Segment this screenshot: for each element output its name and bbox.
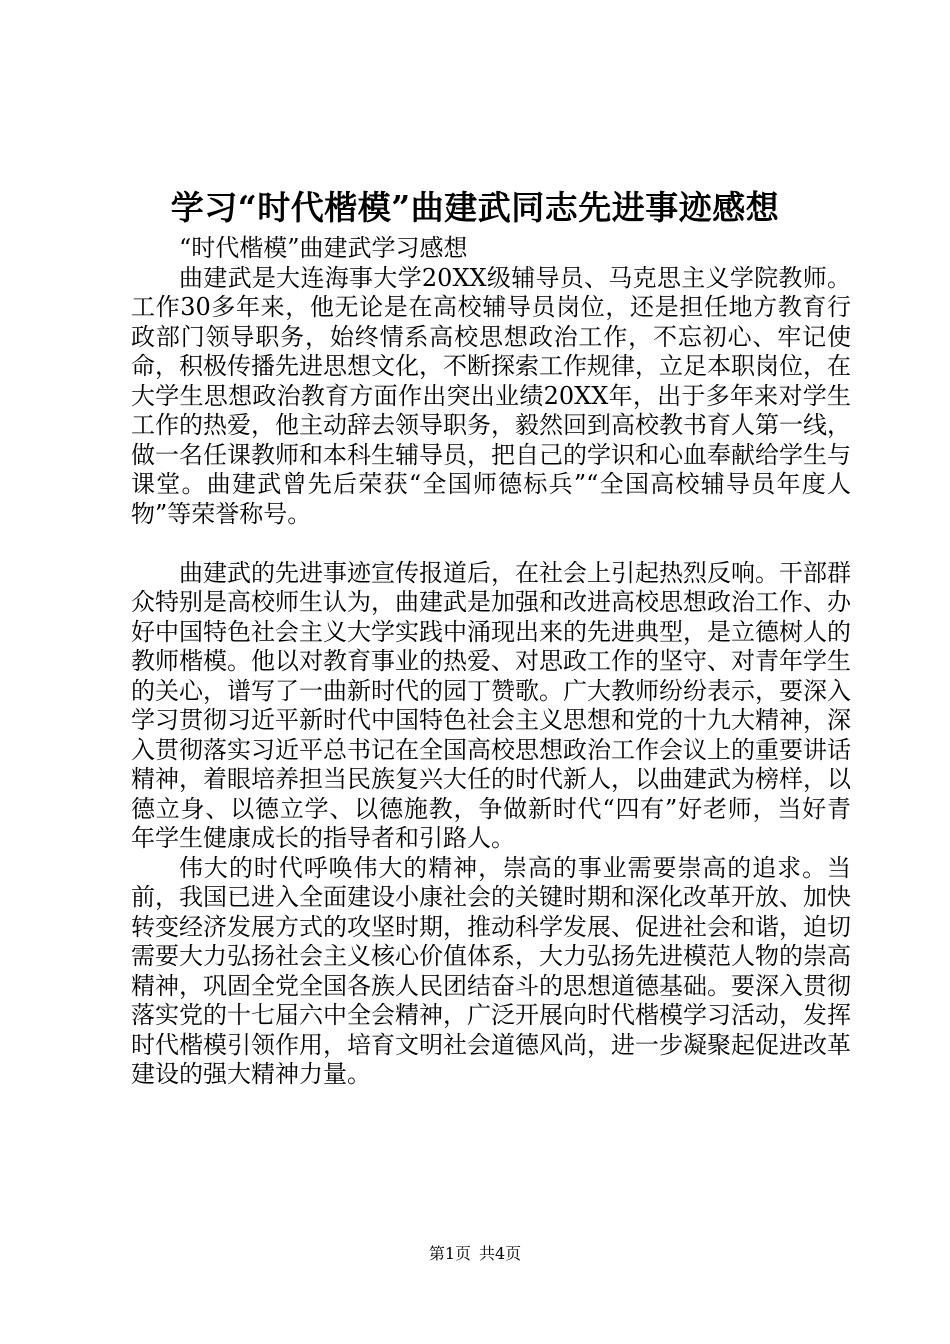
document-title: 学习“时代楷模”曲建武同志先进事迹感想 bbox=[170, 188, 780, 227]
document-subtitle: “时代楷模”曲建武学习感想 bbox=[179, 234, 468, 262]
document-body bbox=[131, 234, 851, 1090]
paragraph-3: 伟大的时代呼唤伟大的精神，崇高的事业需要崇高的追求。当前，我国已进入全面建设小康社会的关键时期和深化改革开放、加快转变经济发展方式的攻坚时期，推动科学发展、促进社会和谐，迫切需要大力弘扬社会主义核心价值体系，大力弘扬先进模范人物的崇高精神，巩固全党全国各族人民团结奋斗的思想道德基础。要深入贯彻落实党的十七届六中全会精神，广泛开展向时代楷模学习活动，发挥时代楷模引领作用，培育文明社会道德风尚，进一步凝聚起促进改革建设的强大精神力量。 bbox=[131, 853, 851, 1088]
page-footer bbox=[0, 1244, 950, 1264]
page-number: 第1页 bbox=[428, 1244, 471, 1263]
paragraph-1: 曲建武是大连海事大学20XX级辅导员、马克思主义学院教师。工作30多年来，他无论是在高校辅导员岗位，还是担任地方教育行政部门领导职务，始终情系高校思想政治工作，不忘初心、牢记使命，积极传播先进思想文化，不断探索工作规律，立足本职岗位，在大学生思想政治教育方面作出突出业绩20XX年，出于多年来对学生工作的热爱，他主动辞去领导职务，毅然回到高校教书育人第一线，做一名任课教师和本科生辅导员，把自己的学识和心血奉献给学生与课堂。曲建武曾先后荣获“全国师德标兵”“全国高校辅导员年度人物”等荣誉称号。 bbox=[131, 263, 851, 528]
page-total: 共4页 bbox=[479, 1244, 522, 1263]
paragraph-2: 曲建武的先进事迹宣传报道后，在社会上引起热烈反响。干部群众特别是高校师生认为，曲建武是加强和改进高校思想政治工作、办好中国特色社会主义大学实践中涌现出来的先进典型，是立德树人的教师楷模。他以对教育事业的热爱、对思政工作的坚守、对青年学生的关心，谱写了一曲新时代的园丁赞歌。广大教师纷纷表示，要深入学习贯彻习近平新时代中国特色社会主义思想和党的十九大精神，深入贯彻落实习近平总书记在全国高校思想政治工作会议上的重要讲话精神，着眼培养担当民族复兴大任的时代新人，以曲建武为榜样，以德立身、以德立学、以德施教，争做新时代“四有”好老师，当好青年学生健康成长的指导者和引路人。 bbox=[131, 558, 851, 852]
paragraph-spacer bbox=[131, 529, 851, 559]
